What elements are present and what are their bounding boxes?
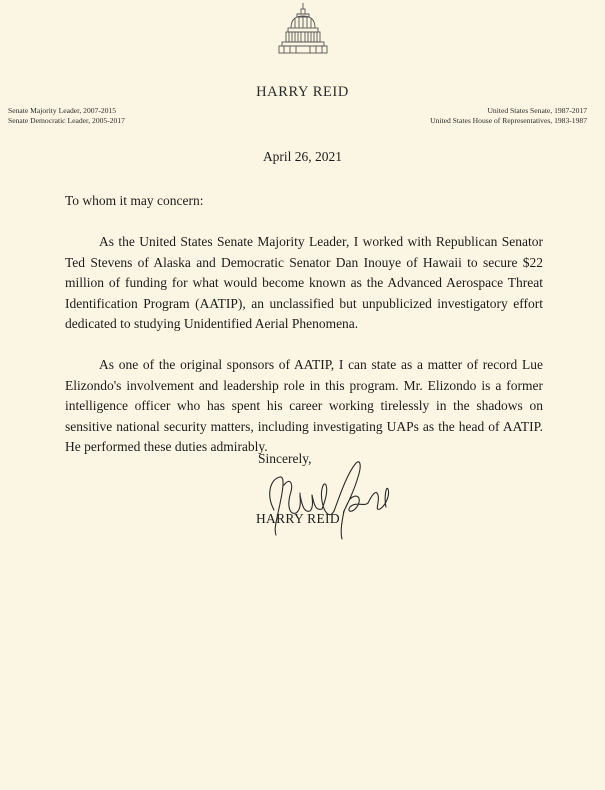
letter-date: April 26, 2021 xyxy=(262,149,343,164)
body-paragraph: As the United States Senate Majority Leader, I worked with Republican Senator Ted Stevens of Alaska and Democratic Senator Dan Inouye of Hawaii to secure $22 million of funding for what would become known as the Advanced Aerospace Threat Identification Program (AATIP), an unclassified but unpublicized investigatory effort dedicated to studying Unidentified Aerial Phenomena. xyxy=(65,234,543,331)
body-paragraph: As one of the original sponsors of AATIP, I can state as a matter of record Lue Elizondo's involvement and leadership role in this program. Mr. Elizondo is a former intelligence officer who has spent his career working tirelessly in the shadows on sensitive national security matters, including investigating UAPs as the head of AATIP. He performed these duties admirably. xyxy=(65,357,543,454)
salutation: To whom it may concern: xyxy=(65,193,204,208)
letterhead-right-titles xyxy=(430,106,587,125)
handwritten-signature xyxy=(260,455,400,545)
title-line: United States House of Representatives, 1983-1987 xyxy=(430,115,587,125)
title-line: United States Senate, 1987-2017 xyxy=(487,106,587,115)
signature-name: HARRY REID xyxy=(256,511,340,526)
title-line: Senate Democratic Leader, 2005-2017 xyxy=(8,115,125,125)
letterhead-name: HARRY REID xyxy=(256,84,349,100)
closing: Sincerely, xyxy=(258,451,312,466)
title-line: Senate Majority Leader, 2007-2015 xyxy=(8,106,117,115)
capitol-dome-icon xyxy=(276,3,330,55)
letterhead-left-titles xyxy=(8,106,125,125)
